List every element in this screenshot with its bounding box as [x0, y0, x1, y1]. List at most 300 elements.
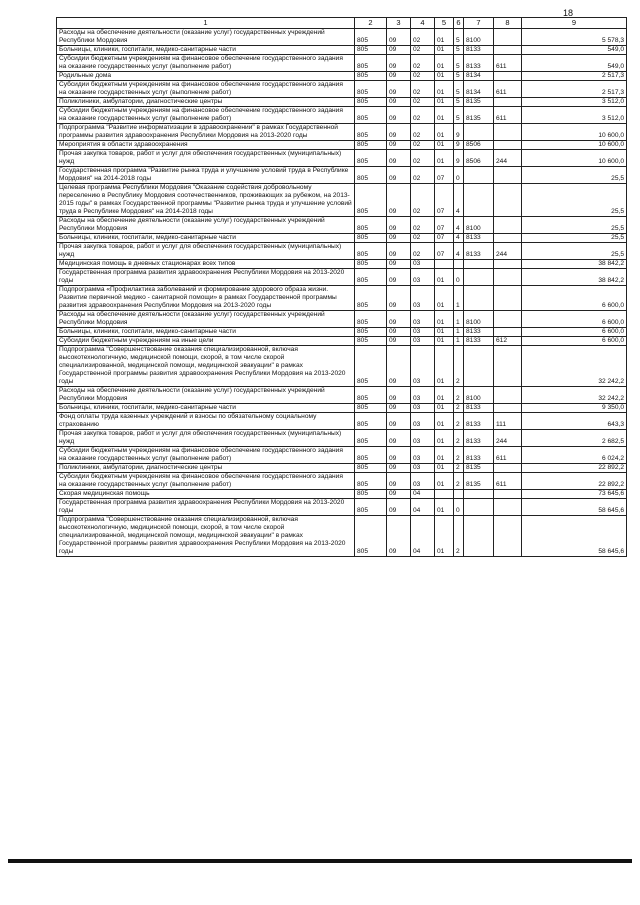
row-code: 805 — [355, 55, 387, 72]
row-code: 01 — [435, 473, 454, 490]
row-code: 8133 — [464, 404, 494, 413]
row-code: 09 — [387, 243, 411, 260]
row-code: 805 — [355, 516, 387, 557]
row-code: 02 — [411, 55, 435, 72]
row-code: 805 — [355, 328, 387, 337]
row-amount: 25,5 — [522, 184, 627, 217]
row-code — [464, 286, 494, 311]
row-code: 09 — [387, 234, 411, 243]
row-amount: 10 600,0 — [522, 124, 627, 141]
row-code — [454, 260, 464, 269]
row-code: 09 — [387, 55, 411, 72]
row-code: 03 — [411, 286, 435, 311]
row-code: 4 — [454, 184, 464, 217]
column-number: 7 — [464, 18, 494, 29]
table-row — [57, 234, 627, 243]
row-code: 01 — [435, 150, 454, 167]
row-code: 5 — [454, 72, 464, 81]
row-amount: 643,3 — [522, 413, 627, 430]
table-row — [57, 124, 627, 141]
row-code: 4 — [454, 234, 464, 243]
row-code: 805 — [355, 490, 387, 499]
row-name: Целевая программа Республики Мордовия "Оказание содействия добровольному переселению в Республику Мордовия соотечественников, проживающих за рубежом, на 2013-2015 годы" в рамках Государственной программы "Развитие рынка труда и улучшение условий труда в Республике Мордовия" на 2014-2018 годы — [57, 184, 355, 217]
row-code: 01 — [435, 46, 454, 55]
row-code: 01 — [435, 124, 454, 141]
row-name: Прочая закупка товаров, работ и услуг для обеспечения государственных (муниципальных) нужд — [57, 243, 355, 260]
row-code: 4 — [454, 243, 464, 260]
row-code: 805 — [355, 217, 387, 234]
row-code: 09 — [387, 269, 411, 286]
table-row — [57, 346, 627, 387]
row-code: 02 — [411, 141, 435, 150]
row-code: 01 — [435, 328, 454, 337]
row-name: Субсидии бюджетным учреждениям на финансовое обеспечение государственного задания на оказание государственных услуг (выполнение работ) — [57, 55, 355, 72]
row-code: 09 — [387, 217, 411, 234]
row-code: 805 — [355, 98, 387, 107]
row-code: 244 — [494, 150, 522, 167]
row-code: 805 — [355, 243, 387, 260]
row-code: 5 — [454, 81, 464, 98]
row-code: 8135 — [464, 464, 494, 473]
row-code: 8100 — [464, 217, 494, 234]
row-code: 01 — [435, 107, 454, 124]
row-code: 9 — [454, 124, 464, 141]
row-code: 8506 — [464, 141, 494, 150]
table-row — [57, 98, 627, 107]
row-amount: 6 600,0 — [522, 328, 627, 337]
row-amount: 2 517,3 — [522, 81, 627, 98]
row-code: 8135 — [464, 473, 494, 490]
row-code: 01 — [435, 311, 454, 328]
row-amount: 32 242,2 — [522, 387, 627, 404]
row-code: 09 — [387, 499, 411, 516]
column-number: 3 — [387, 18, 411, 29]
table-row — [57, 167, 627, 184]
row-code: 03 — [411, 346, 435, 387]
row-amount: 38 842,2 — [522, 269, 627, 286]
row-name: Расходы на обеспечение деятельности (оказание услуг) государственных учреждений Республики Мордовия — [57, 29, 355, 46]
row-code: 2 — [454, 387, 464, 404]
row-name: Прочая закупка товаров, работ и услуг для обеспечения государственных (муниципальных) нужд — [57, 430, 355, 447]
row-code: 805 — [355, 167, 387, 184]
row-code — [464, 516, 494, 557]
row-code: 01 — [435, 447, 454, 464]
row-code: 01 — [435, 141, 454, 150]
row-amount: 22 892,2 — [522, 473, 627, 490]
table-row — [57, 430, 627, 447]
row-name: Больницы, клиники, госпитали, медико-санитарные части — [57, 404, 355, 413]
row-name: Расходы на обеспечение деятельности (оказание услуг) государственных учреждений Республики Мордовия — [57, 387, 355, 404]
row-code: 8133 — [464, 46, 494, 55]
row-code: 09 — [387, 107, 411, 124]
row-code: 03 — [411, 447, 435, 464]
row-code: 611 — [494, 447, 522, 464]
row-code: 805 — [355, 29, 387, 46]
row-code: 03 — [411, 464, 435, 473]
row-amount: 9 350,0 — [522, 404, 627, 413]
row-code: 01 — [435, 404, 454, 413]
table-row — [57, 184, 627, 217]
row-code: 02 — [411, 98, 435, 107]
row-code: 8133 — [464, 413, 494, 430]
table-row — [57, 55, 627, 72]
row-code: 9 — [454, 150, 464, 167]
row-code: 07 — [435, 243, 454, 260]
row-code: 805 — [355, 387, 387, 404]
row-code: 805 — [355, 337, 387, 346]
row-name: Медицинская помощь в дневных стационарах всех типов — [57, 260, 355, 269]
row-code: 09 — [387, 311, 411, 328]
row-code — [464, 167, 494, 184]
row-code: 805 — [355, 346, 387, 387]
row-amount: 2 517,3 — [522, 72, 627, 81]
row-code: 09 — [387, 473, 411, 490]
row-code — [494, 124, 522, 141]
row-amount: 549,0 — [522, 55, 627, 72]
row-code: 244 — [494, 243, 522, 260]
table-row — [57, 387, 627, 404]
row-code: 611 — [494, 473, 522, 490]
row-code: 04 — [411, 490, 435, 499]
row-code: 805 — [355, 464, 387, 473]
table-row — [57, 311, 627, 328]
row-code — [464, 124, 494, 141]
row-name: Субсидии бюджетным учреждениям на финансовое обеспечение государственного задания на оказание государственных услуг (выполнение работ) — [57, 81, 355, 98]
row-name: Государственная программа развития здравоохранения Республики Мордовия на 2013-2020 годы — [57, 499, 355, 516]
row-code: 8133 — [464, 243, 494, 260]
row-code: 1 — [454, 311, 464, 328]
row-code: 03 — [411, 260, 435, 269]
row-code: 09 — [387, 387, 411, 404]
row-code: 01 — [435, 337, 454, 346]
table-row — [57, 81, 627, 98]
table-row — [57, 107, 627, 124]
row-code: 01 — [435, 55, 454, 72]
row-code: 2 — [454, 473, 464, 490]
row-code: 03 — [411, 269, 435, 286]
row-code: 4 — [454, 217, 464, 234]
row-code: 01 — [435, 269, 454, 286]
row-code: 09 — [387, 98, 411, 107]
row-amount: 6 600,0 — [522, 286, 627, 311]
row-code: 09 — [387, 337, 411, 346]
table-row — [57, 464, 627, 473]
table-row — [57, 404, 627, 413]
row-code: 01 — [435, 516, 454, 557]
row-code: 07 — [435, 217, 454, 234]
row-code: 01 — [435, 346, 454, 387]
row-code: 805 — [355, 447, 387, 464]
column-number: 2 — [355, 18, 387, 29]
table-row — [57, 72, 627, 81]
row-code: 01 — [435, 81, 454, 98]
row-name: Субсидии бюджетным учреждениям на финансовое обеспечение государственного задания на оказание государственных услуг (выполнение работ) — [57, 447, 355, 464]
row-code: 8134 — [464, 72, 494, 81]
row-code: 9 — [454, 141, 464, 150]
row-code: 611 — [494, 81, 522, 98]
row-code — [494, 346, 522, 387]
row-amount: 25,5 — [522, 167, 627, 184]
row-code — [464, 184, 494, 217]
row-code: 0 — [454, 499, 464, 516]
row-name: Прочая закупка товаров, работ и услуг для обеспечения государственных (муниципальных) нужд — [57, 150, 355, 167]
row-amount: 3 512,0 — [522, 107, 627, 124]
row-amount: 25,5 — [522, 234, 627, 243]
row-code: 805 — [355, 150, 387, 167]
row-name: Поликлиники, амбулатории, диагностические центры — [57, 464, 355, 473]
row-code — [494, 311, 522, 328]
row-code: 2 — [454, 404, 464, 413]
row-code — [494, 490, 522, 499]
row-code: 8133 — [464, 447, 494, 464]
column-number: 5 — [435, 18, 454, 29]
row-amount: 10 600,0 — [522, 150, 627, 167]
row-code: 03 — [411, 404, 435, 413]
row-code: 1 — [454, 337, 464, 346]
row-code — [494, 404, 522, 413]
row-code: 09 — [387, 150, 411, 167]
row-name: Государственная программа развития здравоохранения Республики Мордовия на 2013-2020 годы — [57, 269, 355, 286]
table-row — [57, 413, 627, 430]
row-code — [494, 387, 522, 404]
table-row — [57, 328, 627, 337]
row-amount: 2 682,5 — [522, 430, 627, 447]
row-code — [494, 260, 522, 269]
row-code: 8133 — [464, 328, 494, 337]
row-name: Расходы на обеспечение деятельности (оказание услуг) государственных учреждений Республики Мордовия — [57, 311, 355, 328]
row-code: 611 — [494, 55, 522, 72]
row-code: 805 — [355, 404, 387, 413]
row-code: 805 — [355, 430, 387, 447]
column-number-row — [57, 18, 627, 29]
row-code: 01 — [435, 464, 454, 473]
row-code: 09 — [387, 516, 411, 557]
row-code: 2 — [454, 430, 464, 447]
row-code: 01 — [435, 98, 454, 107]
row-code: 805 — [355, 141, 387, 150]
budget-table — [56, 17, 627, 557]
row-code: 03 — [411, 311, 435, 328]
row-amount: 6 600,0 — [522, 311, 627, 328]
row-code: 03 — [411, 430, 435, 447]
row-code: 01 — [435, 387, 454, 404]
row-code: 02 — [411, 81, 435, 98]
row-code: 02 — [411, 184, 435, 217]
table-row — [57, 499, 627, 516]
row-code: 09 — [387, 464, 411, 473]
row-code: 01 — [435, 29, 454, 46]
row-code: 04 — [411, 499, 435, 516]
row-code: 5 — [454, 107, 464, 124]
row-name: Больницы, клиники, госпитали, медико-санитарные части — [57, 234, 355, 243]
row-code: 0 — [454, 167, 464, 184]
row-name: Субсидии бюджетным учреждениям на иные цели — [57, 337, 355, 346]
row-code: 02 — [411, 107, 435, 124]
row-code: 0 — [454, 269, 464, 286]
row-code: 1 — [454, 328, 464, 337]
row-code: 805 — [355, 286, 387, 311]
row-name: Скорая медицинская помощь — [57, 490, 355, 499]
row-code: 2 — [454, 516, 464, 557]
row-code: 8135 — [464, 98, 494, 107]
page-number: 18 — [563, 8, 574, 18]
row-code — [494, 72, 522, 81]
row-code: 09 — [387, 404, 411, 413]
table-row — [57, 141, 627, 150]
row-code — [494, 269, 522, 286]
row-code: 07 — [435, 167, 454, 184]
row-code: 805 — [355, 81, 387, 98]
table-row — [57, 516, 627, 557]
row-code: 02 — [411, 29, 435, 46]
table-row — [57, 269, 627, 286]
row-name: Государственная программа "Развитие рынка труда и улучшение условий труда в Республике Мордовия" на 2014-2018 годы — [57, 167, 355, 184]
row-code — [494, 516, 522, 557]
row-code: 01 — [435, 499, 454, 516]
row-code: 8506 — [464, 150, 494, 167]
row-name: Больницы, клиники, госпитали, медико-санитарные части — [57, 46, 355, 55]
row-code — [494, 217, 522, 234]
footer-bar — [8, 859, 632, 863]
row-code: 09 — [387, 413, 411, 430]
row-code: 02 — [411, 234, 435, 243]
row-code: 805 — [355, 107, 387, 124]
row-name: Мероприятия в области здравоохранения — [57, 141, 355, 150]
row-amount: 58 645,6 — [522, 499, 627, 516]
row-amount: 6 024,2 — [522, 447, 627, 464]
row-code: 8100 — [464, 387, 494, 404]
row-code: 8133 — [464, 234, 494, 243]
table-row — [57, 46, 627, 55]
row-code: 805 — [355, 72, 387, 81]
row-code: 02 — [411, 167, 435, 184]
row-code — [494, 98, 522, 107]
row-code — [435, 490, 454, 499]
row-code: 09 — [387, 260, 411, 269]
row-code: 02 — [411, 243, 435, 260]
row-code: 611 — [494, 107, 522, 124]
row-code: 805 — [355, 413, 387, 430]
row-name: Субсидии бюджетным учреждениям на финансовое обеспечение государственного задания на оказание государственных услуг (выполнение работ) — [57, 107, 355, 124]
row-code: 805 — [355, 311, 387, 328]
row-name: Родильные дома — [57, 72, 355, 81]
row-code: 09 — [387, 46, 411, 55]
row-code: 09 — [387, 167, 411, 184]
row-code: 01 — [435, 413, 454, 430]
table-row — [57, 217, 627, 234]
row-code — [494, 464, 522, 473]
row-code: 1 — [454, 286, 464, 311]
table-row — [57, 286, 627, 311]
row-amount: 549,0 — [522, 46, 627, 55]
row-code: 03 — [411, 473, 435, 490]
row-code: 805 — [355, 124, 387, 141]
column-number: 6 — [454, 18, 464, 29]
row-code — [464, 499, 494, 516]
row-code — [464, 260, 494, 269]
row-code: 5 — [454, 55, 464, 72]
row-code: 5 — [454, 29, 464, 46]
row-name: Субсидии бюджетным учреждениям на финансовое обеспечение государственного задания на оказание государственных услуг (выполнение работ) — [57, 473, 355, 490]
row-code: 03 — [411, 387, 435, 404]
row-code: 8133 — [464, 430, 494, 447]
row-code: 805 — [355, 269, 387, 286]
row-name: Больницы, клиники, госпитали, медико-санитарные части — [57, 328, 355, 337]
table-row — [57, 473, 627, 490]
row-code: 8134 — [464, 81, 494, 98]
row-code: 09 — [387, 141, 411, 150]
row-code: 09 — [387, 286, 411, 311]
row-code: 2 — [454, 346, 464, 387]
row-code: 2 — [454, 447, 464, 464]
row-code: 805 — [355, 234, 387, 243]
row-code: 805 — [355, 260, 387, 269]
column-number: 9 — [522, 18, 627, 29]
row-code: 02 — [411, 46, 435, 55]
row-code — [435, 260, 454, 269]
row-code: 09 — [387, 124, 411, 141]
row-code: 805 — [355, 184, 387, 217]
row-code — [494, 328, 522, 337]
row-amount: 25,5 — [522, 217, 627, 234]
row-code — [494, 141, 522, 150]
row-amount: 22 892,2 — [522, 464, 627, 473]
row-code: 09 — [387, 447, 411, 464]
row-code: 8133 — [464, 55, 494, 72]
row-code: 805 — [355, 473, 387, 490]
row-code: 07 — [435, 184, 454, 217]
column-number: 8 — [494, 18, 522, 29]
table-row — [57, 337, 627, 346]
row-code: 8100 — [464, 311, 494, 328]
row-amount: 58 645,6 — [522, 516, 627, 557]
column-number: 4 — [411, 18, 435, 29]
row-code: 09 — [387, 328, 411, 337]
row-code: 03 — [411, 328, 435, 337]
row-amount: 3 512,0 — [522, 98, 627, 107]
row-code: 612 — [494, 337, 522, 346]
row-code: 8135 — [464, 107, 494, 124]
row-code: 111 — [494, 413, 522, 430]
row-code — [464, 490, 494, 499]
row-code: 09 — [387, 29, 411, 46]
row-code — [454, 490, 464, 499]
row-code: 09 — [387, 346, 411, 387]
row-name: Поликлиники, амбулатории, диагностические центры — [57, 98, 355, 107]
row-code — [494, 46, 522, 55]
table-row — [57, 243, 627, 260]
row-code — [464, 346, 494, 387]
row-amount: 5 578,3 — [522, 29, 627, 46]
row-code: 09 — [387, 81, 411, 98]
row-name: Подпрограмма «Профилактика заболеваний и формирование здорового образа жизни. Развитие первичной медико - санитарной помощи» в рамках Государственной программы развития здравоохранения Республики Мордовия на 2013-2020 годы — [57, 286, 355, 311]
row-name: Расходы на обеспечение деятельности (оказание услуг) государственных учреждений Республики Мордовия — [57, 217, 355, 234]
row-code: 07 — [435, 234, 454, 243]
row-code — [494, 29, 522, 46]
row-amount: 73 645,6 — [522, 490, 627, 499]
row-code: 09 — [387, 72, 411, 81]
row-code — [494, 499, 522, 516]
row-code: 244 — [494, 430, 522, 447]
row-code: 5 — [454, 46, 464, 55]
row-code: 8100 — [464, 29, 494, 46]
row-code: 01 — [435, 430, 454, 447]
row-code: 04 — [411, 516, 435, 557]
table-row — [57, 447, 627, 464]
row-code: 03 — [411, 337, 435, 346]
row-code: 02 — [411, 124, 435, 141]
row-code: 805 — [355, 46, 387, 55]
